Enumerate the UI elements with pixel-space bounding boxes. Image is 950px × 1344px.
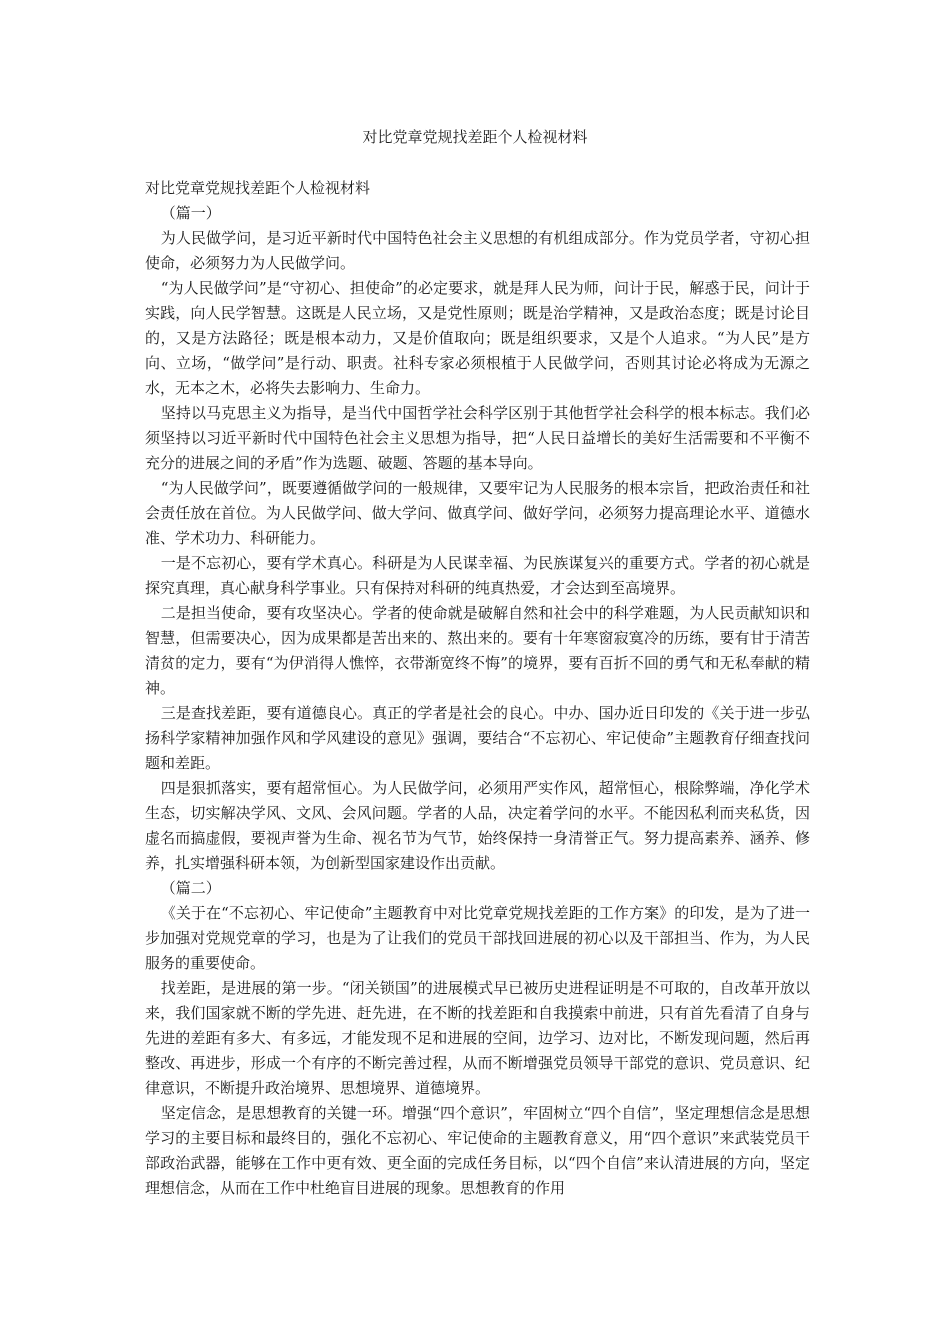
paragraph: 为人民做学问，是习近平新时代中国特色社会主义思想的有机组成部分。作为党员学者，守初心担使命，必须努力为人民做学问。 xyxy=(145,229,810,272)
paragraph: “为人民做学问”，既要遵循做学问的一般规律，又要牢记为人民服务的根本宗旨，把政治责任和社会责任放在首位。为人民做学问、做大学问、做真学问、做好学问，必须努力提高理论水平、道德水准、学术功力、科研能力。 xyxy=(145,479,810,547)
document-body xyxy=(145,176,810,1201)
section-heading-2: （篇二） xyxy=(160,879,221,897)
paragraph: 《关于在“不忘初心、牢记使命”主题教育中对比党章党规找差距的工作方案》的印发，是为了进一步加强对党规党章的学习，也是为了让我们的党员干部找回进展的初心以及干部担当、作为，为人民服务的重要使命。 xyxy=(145,904,810,972)
section-heading-1: （篇一） xyxy=(160,204,221,222)
paragraph: 坚定信念，是思想教育的关键一环。增强“四个意识”，牢固树立“四个自信”，坚定理想信念是思想学习的主要目标和最终目的，强化不忘初心、牢记使命的主题教育意义，用“四个意识”来武装党员干部政治武器，能够在工作中更有效、更全面的完成任务目标，以“四个自信”来认清进展的方向，坚定理想信念，从而在工作中杜绝盲目进展的现象。思想教育的作用 xyxy=(145,1104,810,1197)
paragraph: 找差距，是进展的第一步。“闭关锁国”的进展模式早已被历史进程证明是不可取的，自改革开放以来，我们国家就不断的学先进、赶先进，在不断的找差距和自我摸索中前进，只有首先看清了自身与先进的差距有多大、有多远，才能发现不足和进展的空间，边学习、边对比，不断发现问题，然后再整改、再进步，形成一个有序的不断完善过程，从而不断增强党员领导干部党的意识、党员意识、纪律意识，不断提升政治境界、思想境界、道德境界。 xyxy=(145,979,810,1097)
paragraph: 三是查找差距，要有道德良心。真正的学者是社会的良心。中办、国办近日印发的《关于进一步弘扬科学家精神加强作风和学风建设的意见》强调，要结合“不忘初心、牢记使命”主题教育仔细查找问题和差距。 xyxy=(145,704,810,772)
document-title: 对比党章党规找差距个人检视材料 xyxy=(362,128,588,146)
document-subtitle: 对比党章党规找差距个人检视材料 xyxy=(145,179,371,197)
paragraph: 坚持以马克思主义为指导，是当代中国哲学社会科学区别于其他哲学社会科学的根本标志。我们必须坚持以习近平新时代中国特色社会主义思想为指导，把“人民日益增长的美好生活需要和不平衡不充分的进展之间的矛盾”作为选题、破题、答题的基本导向。 xyxy=(145,404,810,472)
paragraph: 二是担当使命，要有攻坚决心。学者的使命就是破解自然和社会中的科学难题，为人民贡献知识和智慧，但需要决心，因为成果都是苦出来的、熬出来的。要有十年寒窗寂寞冷的历练，要有甘于清苦清贫的定力，要有“为伊消得人憔悴，衣带渐宽终不悔”的境界，要有百折不回的勇气和无私奉献的精神。 xyxy=(145,604,810,697)
paragraph: 四是狠抓落实，要有超常恒心。为人民做学问，必须用严实作风，超常恒心，根除弊端，净化学术生态，切实解决学风、文风、会风问题。学者的人品，决定着学问的水平。不能因私利而夹私货，因虚名而搞虚假，要视声誉为生命、视名节为气节，始终保持一身清誉正气。努力提高素养、涵养、修养，扎实增强科研本领，为创新型国家建设作出贡献。 xyxy=(145,779,810,872)
paragraph: 一是不忘初心，要有学术真心。科研是为人民谋幸福、为民族谋复兴的重要方式。学者的初心就是探究真理，真心献身科学事业。只有保持对科研的纯真热爱，才会达到至高境界。 xyxy=(145,554,810,597)
paragraph: “为人民做学问”是“守初心、担使命”的必定要求，就是拜人民为师，问计于民，解惑于民，问计于实践，向人民学智慧。这既是人民立场，又是党性原则；既是治学精神，又是政治态度；既是讨论目的，又是方法路径；既是根本动力，又是价值取向；既是组织要求，又是个人追求。“为人民”是方向、立场，“做学问”是行动、职责。社科专家必须根植于人民做学问，否则其讨论必将成为无源之水，无本之木，必将失去影响力、生命力。 xyxy=(145,279,810,397)
